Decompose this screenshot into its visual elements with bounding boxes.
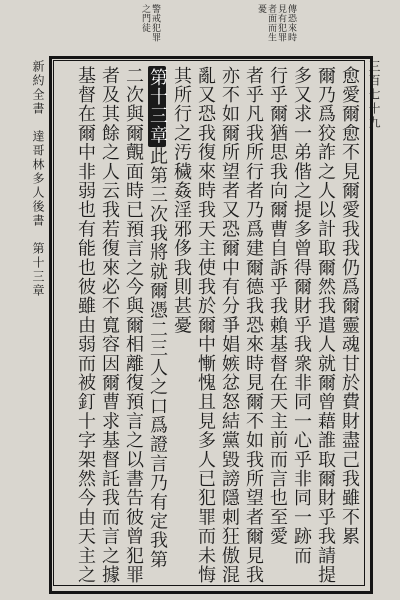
main-column-7: 亂又恐我復來時我天主使我於爾中慚愧且見多人已犯罪而未悔 bbox=[195, 66, 216, 585]
headnote-4: 憂 bbox=[256, 4, 266, 14]
headnote-5: 警戒犯罪 bbox=[150, 4, 160, 42]
headnote-2: 見有犯罪 bbox=[276, 4, 286, 42]
main-column-2: 爾乃爲狡詐之人以計取爾然我遣人就爾曾藉誰取爾財乎我請提 bbox=[315, 66, 336, 585]
headnote-6: 之門徒 bbox=[140, 4, 150, 33]
main-column-1: 愈愛爾愈不見爾愛我我仍爲爾靈魂甘於費財盡己我雖不累 bbox=[339, 66, 360, 546]
left-margin-title: 新約全書 達哥林多人後書 第十三章 bbox=[31, 60, 45, 298]
chapter-heading: 第十三章 bbox=[147, 68, 168, 145]
headnote-1: 傳恐來時 bbox=[286, 4, 296, 42]
main-column-6: 亦不如爾所望者又恐爾中有分爭娼嫉忿怒結黨毀謗隱刺狂傲混 bbox=[219, 66, 240, 585]
main-column-11: 者及其餘之人云我若復來必不寬容因爾曹求基督託我而言之據 bbox=[99, 66, 120, 585]
main-column-4: 行乎爾猶思我向爾曹自訴乎我賴基督在天主前而言也至愛 bbox=[267, 66, 288, 546]
main-column-9-rest: 此第三次我將就爾憑二三人之口爲證言乃有定我第 bbox=[147, 146, 168, 570]
main-column-5: 者乎凡我所行者乃爲建爾德我恐來時見爾不如我所望者爾見我 bbox=[243, 66, 264, 585]
main-column-8: 其所行之汚穢姦淫邪侈我則甚憂 bbox=[171, 66, 192, 335]
main-column-9 bbox=[148, 66, 166, 578]
main-column-12: 基督在爾中非弱也有能也彼雖由弱而被釘十字架然今由天主之 bbox=[75, 66, 96, 585]
headnote-3: 者面而生 bbox=[266, 4, 276, 42]
main-column-10: 二次與爾覿面時已預言之今與爾相離復預言之以書告彼曾犯罪 bbox=[123, 66, 144, 585]
main-column-3: 多又求一弟偕之提多曾得爾財乎我衆非同一心乎非同一跡而 bbox=[291, 66, 312, 566]
right-page-number: 三百七十九 bbox=[367, 60, 381, 130]
